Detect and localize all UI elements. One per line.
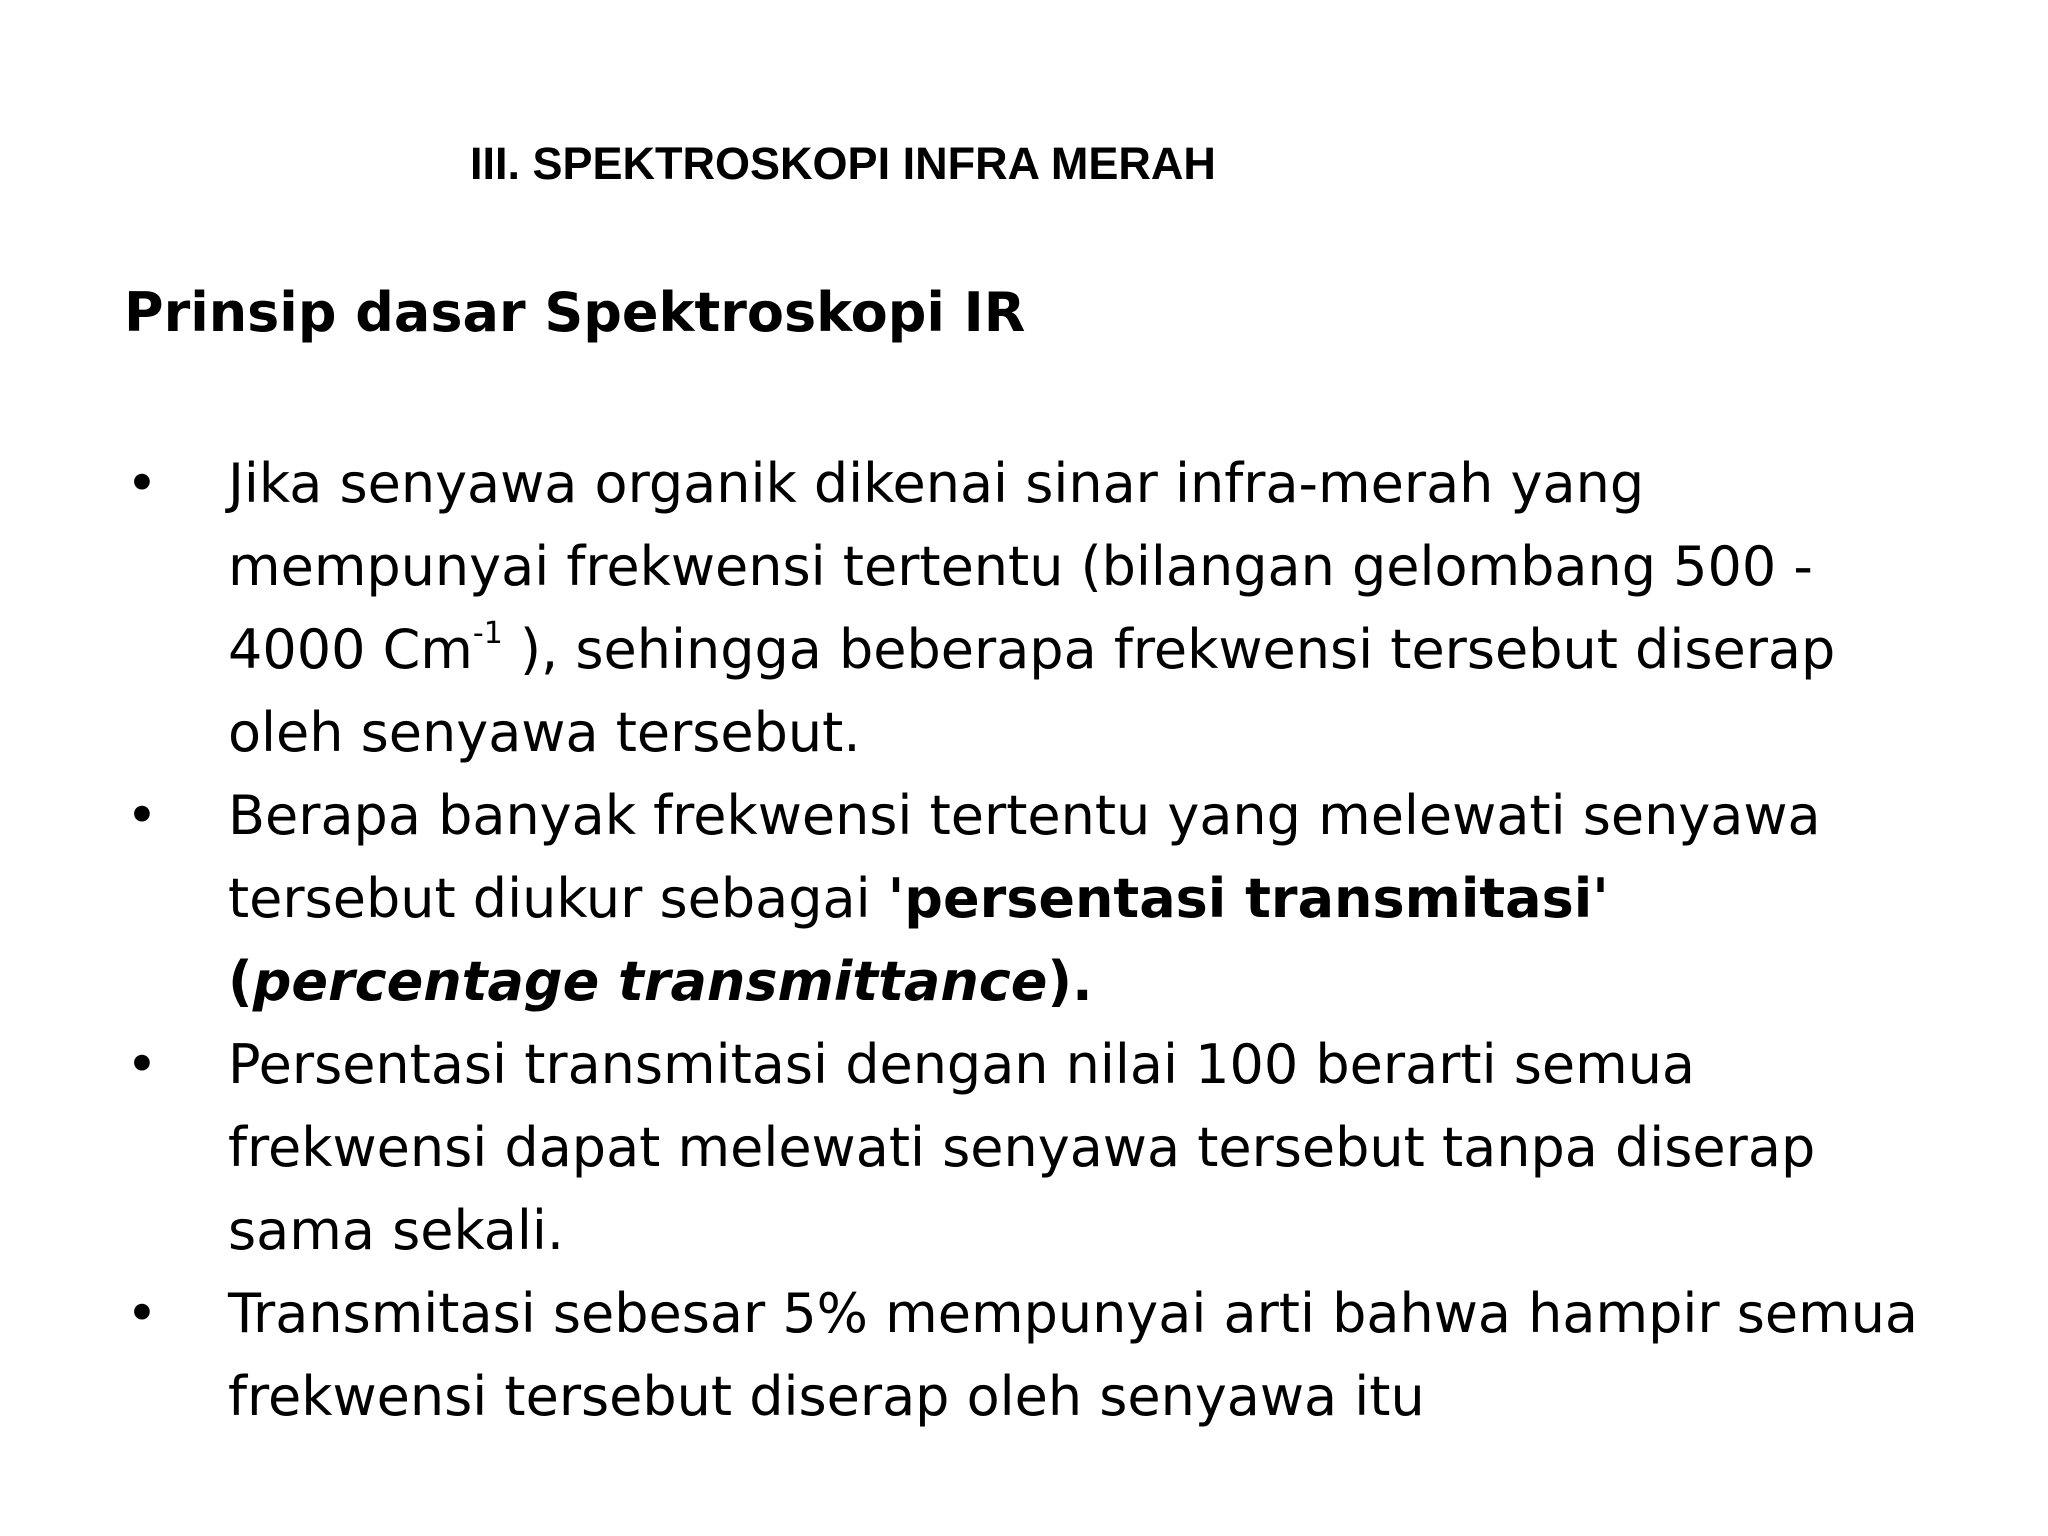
- bullet-2-bold-term: 'persentasi transmitasi': [887, 867, 1609, 930]
- bullet-item-3: [124, 1023, 1924, 1272]
- slide-title: III. SPEKTROSKOPI INFRA MERAH: [470, 138, 1216, 189]
- slide-subtitle: Prinsip dasar Spektroskopi IR: [124, 281, 1026, 344]
- bullet-4-text: Transmitasi sebesar 5% mempunyai arti bahwa hampir semua frekwensi tersebut diserap oleh senyawa itu: [228, 1282, 1919, 1428]
- bullet-2-open-paren: (: [228, 950, 253, 1013]
- bullet-1-text-continued: ), sehingga beberapa frekwensi tersebut diserap oleh senyawa tersebut.: [228, 618, 1836, 764]
- bullet-list: [124, 442, 1924, 1438]
- bullet-icon: •: [126, 784, 158, 847]
- bullet-item-2: [124, 774, 1924, 1023]
- bullet-item-4: [124, 1272, 1924, 1438]
- bullet-icon: •: [126, 452, 158, 515]
- bullet-item-1: [124, 442, 1924, 774]
- bullet-icon: •: [126, 1033, 158, 1096]
- bullet-2-text: Berapa banyak frekwensi tertentu yang melewati senyawa tersebut diukur sebagai: [228, 784, 1821, 930]
- bullet-icon: •: [126, 1282, 158, 1345]
- bullet-1-text: Jika senyawa organik dikenai sinar infra-merah yang mempunyai frekwensi tertentu (bilangan gelombang 500 - 4000 Cm: [228, 452, 1813, 681]
- bullet-1-superscript: -1: [472, 616, 503, 651]
- bullet-2-close-paren: ).: [1047, 950, 1093, 1013]
- bullet-2-italic-term: percentage transmittance: [252, 950, 1048, 1013]
- bullet-3-text: Persentasi transmitasi dengan nilai 100 berarti semua frekwensi dapat melewati senyawa tersebut tanpa diserap sama sekali.: [228, 1033, 1816, 1262]
